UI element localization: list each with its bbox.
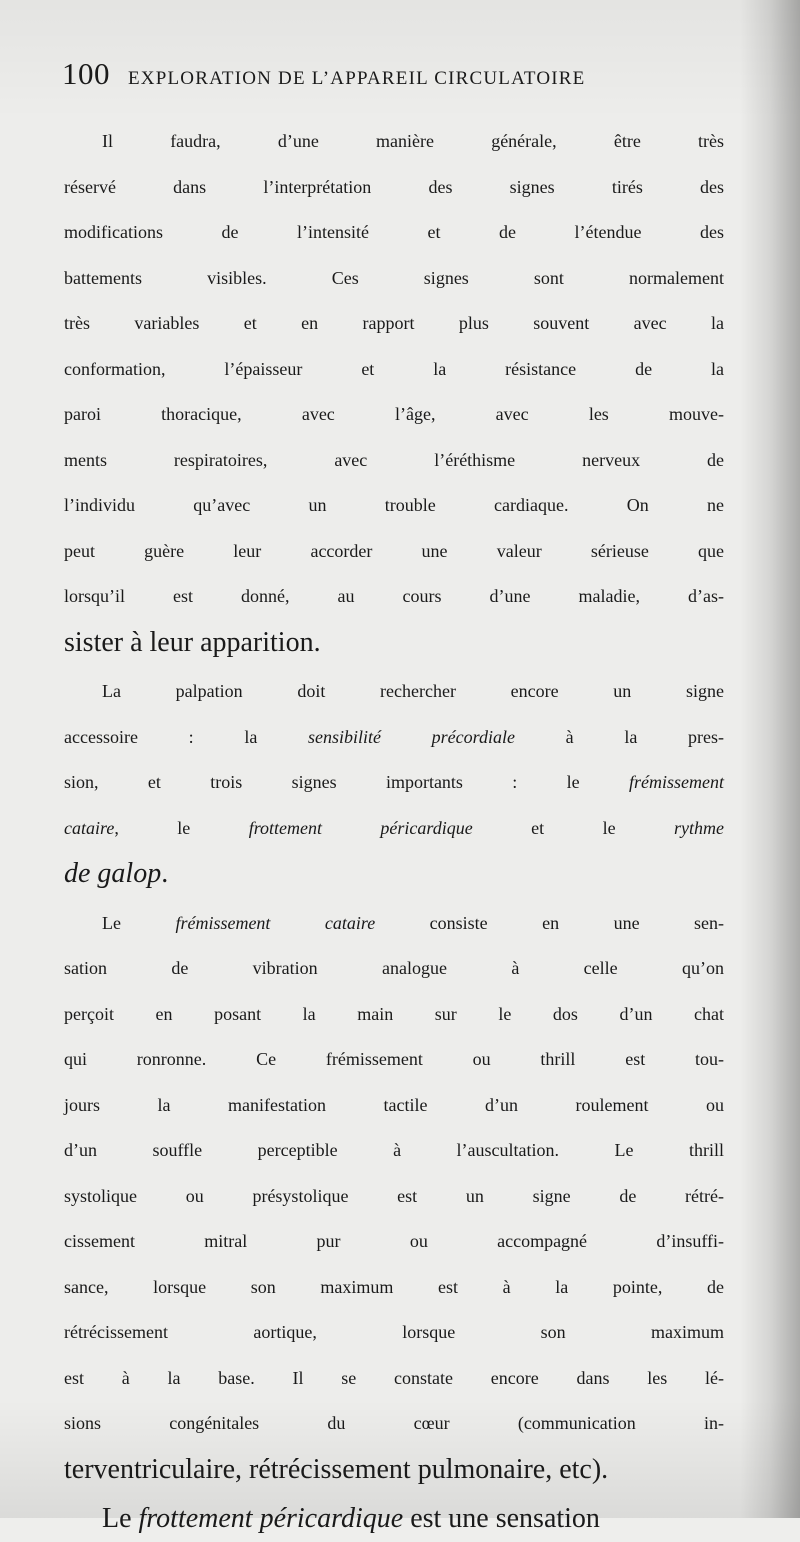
text-line bbox=[64, 715, 724, 761]
text-segment: est une sensation bbox=[403, 1503, 600, 1534]
text-line bbox=[64, 1401, 724, 1447]
text-line bbox=[64, 1219, 724, 1265]
running-title: EXPLORATION DE L’APPAREIL CIRCULATOIRE bbox=[128, 68, 586, 89]
text-line bbox=[64, 256, 724, 302]
italic-text: sensibilité précordiale bbox=[308, 726, 515, 747]
text-line bbox=[64, 210, 724, 256]
text-line bbox=[64, 1310, 724, 1356]
text-segment: terventriculaire, rétrécissement pulmonaire, etc). bbox=[64, 1453, 609, 1485]
text-line bbox=[64, 1128, 724, 1174]
text-segment: accessoire : la bbox=[64, 726, 308, 747]
text-segment: paroi thoracique, avec l’âge, avec les mouve- bbox=[64, 404, 724, 424]
text-segment: sance, lorsque son maximum est à la pointe, de bbox=[64, 1276, 724, 1297]
italic-text: cataire bbox=[64, 817, 115, 838]
text-line bbox=[64, 1265, 724, 1311]
text-segment: La palpation doit rechercher encore un signe bbox=[102, 681, 724, 701]
text-segment: et le bbox=[472, 817, 675, 838]
text-line bbox=[64, 1083, 724, 1129]
text-segment: lorsqu’il est donné, au cours d’une maladie, d’as- bbox=[64, 586, 724, 606]
text-segment: peut guère leur accorder une valeur sérieuse que bbox=[64, 540, 724, 561]
text-segment: cissement mitral pur ou accompagné d’insuffi- bbox=[64, 1231, 724, 1251]
text-segment: Le bbox=[102, 1503, 139, 1534]
italic-text: frémissement bbox=[629, 772, 724, 792]
text-segment: battements visibles. Ces signes sont normalement bbox=[64, 267, 724, 288]
text-segment: qui ronronne. Ce frémissement ou thrill est tou- bbox=[64, 1049, 724, 1069]
italic-text: frottement péricardique bbox=[248, 817, 473, 838]
text-line bbox=[64, 760, 724, 806]
text-line bbox=[64, 992, 724, 1038]
text-segment: . bbox=[161, 858, 169, 889]
text-line bbox=[64, 1447, 724, 1493]
text-segment: sions congénitales du cœur (communication in- bbox=[64, 1413, 724, 1433]
text-line bbox=[64, 301, 724, 347]
text-line bbox=[64, 1356, 724, 1402]
paragraph bbox=[64, 1496, 724, 1542]
text-segment: systolique ou présystolique est un signe de rétré- bbox=[64, 1185, 724, 1206]
text-line bbox=[64, 574, 724, 620]
italic-text: frémissement cataire bbox=[175, 912, 376, 933]
text-segment: d’un souffle perceptible à l’auscultation. Le thrill bbox=[64, 1140, 724, 1160]
text-segment: réservé dans l’interprétation des signes tirés des bbox=[64, 176, 724, 197]
text-line bbox=[64, 438, 724, 484]
text-line bbox=[64, 1037, 724, 1083]
text-line bbox=[64, 946, 724, 992]
text-line bbox=[64, 1174, 724, 1220]
text-line bbox=[64, 851, 724, 897]
text-segment: l’individu qu’avec un trouble cardiaque. On ne bbox=[64, 495, 724, 515]
text-line bbox=[64, 1496, 724, 1542]
text-line bbox=[64, 669, 724, 715]
text-segment: rétrécissement aortique, lorsque son maximum bbox=[64, 1322, 724, 1342]
italic-text: frottement péricardique bbox=[138, 1503, 404, 1534]
text-line bbox=[64, 165, 724, 211]
text-line bbox=[64, 119, 724, 165]
text-segment: perçoit en posant la main sur le dos d’un chat bbox=[64, 1003, 724, 1024]
text-segment: sion, et trois signes importants : le bbox=[64, 772, 630, 792]
italic-text: de galop bbox=[64, 858, 162, 889]
text-segment: sation de vibration analogue à celle qu’on bbox=[64, 958, 724, 978]
text-line bbox=[64, 901, 724, 947]
italic-text: rythme bbox=[674, 817, 724, 838]
text-segment: Le bbox=[102, 912, 176, 933]
text-line bbox=[64, 392, 724, 438]
text-segment: jours la manifestation tactile d’un roulement ou bbox=[64, 1094, 724, 1115]
text-segment: Il faudra, d’une manière générale, être très bbox=[102, 131, 724, 151]
paragraph bbox=[64, 119, 724, 665]
text-segment: sister à leur apparition. bbox=[64, 626, 321, 658]
paragraph bbox=[64, 901, 724, 1493]
text-line bbox=[64, 483, 724, 529]
text-line bbox=[64, 529, 724, 575]
text-segment: , le bbox=[114, 817, 249, 838]
text-segment: à la pres- bbox=[515, 726, 725, 747]
body-text bbox=[64, 119, 724, 1542]
page-number: 100 bbox=[62, 56, 110, 91]
text-line bbox=[64, 347, 724, 393]
text-segment: est à la base. Il se constate encore dans les lé- bbox=[64, 1367, 724, 1388]
text-segment: ments respiratoires, avec l’éréthisme nerveux de bbox=[64, 449, 724, 470]
text-segment: consiste en une sen- bbox=[375, 912, 724, 933]
text-line bbox=[64, 806, 724, 852]
text-segment: modifications de l’intensité et de l’étendue des bbox=[64, 222, 724, 242]
text-line bbox=[64, 620, 724, 666]
page-header bbox=[62, 56, 724, 96]
text-segment: très variables et en rapport plus souvent avec la bbox=[64, 313, 724, 333]
text-segment: conformation, l’épaisseur et la résistance de la bbox=[64, 358, 724, 379]
paragraph bbox=[64, 669, 724, 897]
